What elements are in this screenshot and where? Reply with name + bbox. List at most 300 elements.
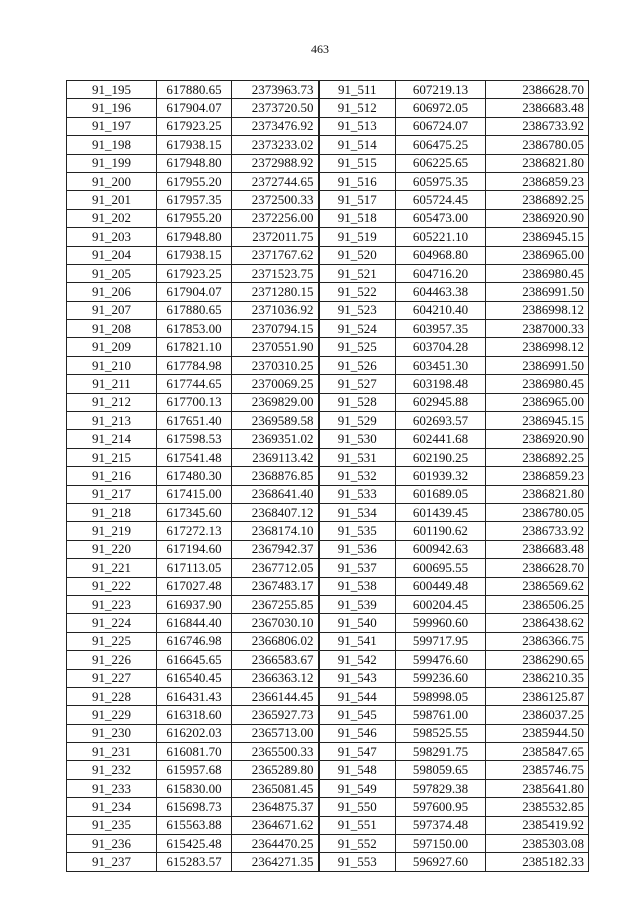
table-row [67, 172, 589, 190]
x-coordinate-cell: 601939.32 [396, 467, 486, 485]
table-row [67, 375, 589, 393]
y-coordinate-cell: 2369829.00 [232, 393, 319, 411]
point-id-cell: 91_552 [319, 835, 396, 853]
y-coordinate-cell: 2373476.92 [232, 117, 319, 135]
x-coordinate-cell: 617784.98 [157, 356, 232, 374]
point-id-cell: 91_524 [319, 320, 396, 338]
y-coordinate-cell: 2369113.42 [232, 448, 319, 466]
x-coordinate-cell: 616081.70 [157, 743, 232, 761]
point-id-cell: 91_540 [319, 614, 396, 632]
table-row [67, 595, 589, 613]
y-coordinate-cell: 2367942.37 [232, 540, 319, 558]
point-id-cell: 91_222 [67, 577, 157, 595]
table-row [67, 853, 589, 871]
y-coordinate-cell: 2386733.92 [486, 117, 589, 135]
y-coordinate-cell: 2386780.05 [486, 503, 589, 521]
page-number: 463 [311, 42, 329, 56]
y-coordinate-cell: 2386733.92 [486, 522, 589, 540]
point-id-cell: 91_195 [67, 81, 157, 99]
point-id-cell: 91_529 [319, 412, 396, 430]
y-coordinate-cell: 2364671.62 [232, 816, 319, 834]
table-row [67, 540, 589, 558]
point-id-cell: 91_201 [67, 191, 157, 209]
y-coordinate-cell: 2386683.48 [486, 99, 589, 117]
point-id-cell: 91_210 [67, 356, 157, 374]
point-id-cell: 91_522 [319, 283, 396, 301]
y-coordinate-cell: 2386892.25 [486, 191, 589, 209]
x-coordinate-cell: 599960.60 [396, 614, 486, 632]
y-coordinate-cell: 2385847.65 [486, 743, 589, 761]
y-coordinate-cell: 2366583.67 [232, 651, 319, 669]
point-id-cell: 91_530 [319, 430, 396, 448]
point-id-cell: 91_226 [67, 651, 157, 669]
y-coordinate-cell: 2365081.45 [232, 779, 319, 797]
point-id-cell: 91_215 [67, 448, 157, 466]
x-coordinate-cell: 617904.07 [157, 283, 232, 301]
x-coordinate-cell: 617880.65 [157, 81, 232, 99]
point-id-cell: 91_207 [67, 301, 157, 319]
point-id-cell: 91_236 [67, 835, 157, 853]
table-row [67, 761, 589, 779]
point-id-cell: 91_536 [319, 540, 396, 558]
y-coordinate-cell: 2368174.10 [232, 522, 319, 540]
table-row [67, 412, 589, 430]
table-row [67, 117, 589, 135]
x-coordinate-cell: 617345.60 [157, 503, 232, 521]
point-id-cell: 91_551 [319, 816, 396, 834]
x-coordinate-cell: 599236.60 [396, 669, 486, 687]
point-id-cell: 91_545 [319, 706, 396, 724]
point-id-cell: 91_534 [319, 503, 396, 521]
point-id-cell: 91_553 [319, 853, 396, 871]
x-coordinate-cell: 617948.80 [157, 228, 232, 246]
y-coordinate-cell: 2386991.50 [486, 283, 589, 301]
y-coordinate-cell: 2386438.62 [486, 614, 589, 632]
y-coordinate-cell: 2386366.75 [486, 632, 589, 650]
point-id-cell: 91_218 [67, 503, 157, 521]
y-coordinate-cell: 2371523.75 [232, 264, 319, 282]
y-coordinate-cell: 2371280.15 [232, 283, 319, 301]
x-coordinate-cell: 617700.13 [157, 393, 232, 411]
table-row [67, 724, 589, 742]
point-id-cell: 91_550 [319, 798, 396, 816]
point-id-cell: 91_549 [319, 779, 396, 797]
point-id-cell: 91_200 [67, 172, 157, 190]
x-coordinate-cell: 598761.00 [396, 706, 486, 724]
y-coordinate-cell: 2385944.50 [486, 724, 589, 742]
point-id-cell: 91_539 [319, 595, 396, 613]
point-id-cell: 91_546 [319, 724, 396, 742]
y-coordinate-cell: 2370551.90 [232, 338, 319, 356]
point-id-cell: 91_544 [319, 687, 396, 705]
table-row [67, 577, 589, 595]
y-coordinate-cell: 2372011.75 [232, 228, 319, 246]
y-coordinate-cell: 2387000.33 [486, 320, 589, 338]
y-coordinate-cell: 2372256.00 [232, 209, 319, 227]
x-coordinate-cell: 604210.40 [396, 301, 486, 319]
y-coordinate-cell: 2386998.12 [486, 338, 589, 356]
y-coordinate-cell: 2364470.25 [232, 835, 319, 853]
point-id-cell: 91_199 [67, 154, 157, 172]
x-coordinate-cell: 617113.05 [157, 559, 232, 577]
point-id-cell: 91_217 [67, 485, 157, 503]
point-id-cell: 91_528 [319, 393, 396, 411]
x-coordinate-cell: 598291.75 [396, 743, 486, 761]
y-coordinate-cell: 2386920.90 [486, 209, 589, 227]
x-coordinate-cell: 598998.05 [396, 687, 486, 705]
y-coordinate-cell: 2386821.80 [486, 485, 589, 503]
point-id-cell: 91_230 [67, 724, 157, 742]
table-row [67, 228, 589, 246]
y-coordinate-cell: 2386945.15 [486, 228, 589, 246]
y-coordinate-cell: 2373963.73 [232, 81, 319, 99]
x-coordinate-cell: 617744.65 [157, 375, 232, 393]
x-coordinate-cell: 617880.65 [157, 301, 232, 319]
x-coordinate-cell: 602945.88 [396, 393, 486, 411]
point-id-cell: 91_212 [67, 393, 157, 411]
point-id-cell: 91_204 [67, 246, 157, 264]
point-id-cell: 91_205 [67, 264, 157, 282]
x-coordinate-cell: 603704.28 [396, 338, 486, 356]
y-coordinate-cell: 2372500.33 [232, 191, 319, 209]
x-coordinate-cell: 616645.65 [157, 651, 232, 669]
x-coordinate-cell: 606724.07 [396, 117, 486, 135]
table-row [67, 687, 589, 705]
y-coordinate-cell: 2366363.12 [232, 669, 319, 687]
point-id-cell: 91_542 [319, 651, 396, 669]
x-coordinate-cell: 617027.48 [157, 577, 232, 595]
y-coordinate-cell: 2367483.17 [232, 577, 319, 595]
table-row [67, 559, 589, 577]
point-id-cell: 91_235 [67, 816, 157, 834]
coordinates-table [66, 80, 589, 872]
y-coordinate-cell: 2386991.50 [486, 356, 589, 374]
y-coordinate-cell: 2386920.90 [486, 430, 589, 448]
y-coordinate-cell: 2386965.00 [486, 246, 589, 264]
x-coordinate-cell: 606475.25 [396, 136, 486, 154]
x-coordinate-cell: 617541.48 [157, 448, 232, 466]
y-coordinate-cell: 2372988.92 [232, 154, 319, 172]
point-id-cell: 91_196 [67, 99, 157, 117]
point-id-cell: 91_197 [67, 117, 157, 135]
coordinates-table-body [67, 81, 589, 872]
y-coordinate-cell: 2364271.35 [232, 853, 319, 871]
y-coordinate-cell: 2385182.33 [486, 853, 589, 871]
table-row [67, 669, 589, 687]
y-coordinate-cell: 2366144.45 [232, 687, 319, 705]
point-id-cell: 91_221 [67, 559, 157, 577]
point-id-cell: 91_535 [319, 522, 396, 540]
point-id-cell: 91_512 [319, 99, 396, 117]
table-row [67, 338, 589, 356]
table-row [67, 356, 589, 374]
point-id-cell: 91_203 [67, 228, 157, 246]
x-coordinate-cell: 604968.80 [396, 246, 486, 264]
x-coordinate-cell: 617955.20 [157, 172, 232, 190]
point-id-cell: 91_532 [319, 467, 396, 485]
x-coordinate-cell: 616937.90 [157, 595, 232, 613]
x-coordinate-cell: 603451.30 [396, 356, 486, 374]
point-id-cell: 91_518 [319, 209, 396, 227]
table-row [67, 191, 589, 209]
x-coordinate-cell: 615830.00 [157, 779, 232, 797]
x-coordinate-cell: 602190.25 [396, 448, 486, 466]
x-coordinate-cell: 603957.35 [396, 320, 486, 338]
table-row [67, 154, 589, 172]
table-row [67, 283, 589, 301]
point-id-cell: 91_531 [319, 448, 396, 466]
point-id-cell: 91_237 [67, 853, 157, 871]
y-coordinate-cell: 2370069.25 [232, 375, 319, 393]
table-row [67, 136, 589, 154]
x-coordinate-cell: 600942.63 [396, 540, 486, 558]
x-coordinate-cell: 615563.88 [157, 816, 232, 834]
x-coordinate-cell: 617923.25 [157, 117, 232, 135]
table-row [67, 816, 589, 834]
point-id-cell: 91_209 [67, 338, 157, 356]
y-coordinate-cell: 2368407.12 [232, 503, 319, 521]
x-coordinate-cell: 617853.00 [157, 320, 232, 338]
point-id-cell: 91_515 [319, 154, 396, 172]
y-coordinate-cell: 2385532.85 [486, 798, 589, 816]
x-coordinate-cell: 597829.38 [396, 779, 486, 797]
y-coordinate-cell: 2371767.62 [232, 246, 319, 264]
y-coordinate-cell: 2386569.62 [486, 577, 589, 595]
x-coordinate-cell: 605975.35 [396, 172, 486, 190]
x-coordinate-cell: 597374.48 [396, 816, 486, 834]
x-coordinate-cell: 615283.57 [157, 853, 232, 871]
y-coordinate-cell: 2386821.80 [486, 154, 589, 172]
x-coordinate-cell: 600695.55 [396, 559, 486, 577]
x-coordinate-cell: 602441.68 [396, 430, 486, 448]
x-coordinate-cell: 617272.13 [157, 522, 232, 540]
x-coordinate-cell: 617904.07 [157, 99, 232, 117]
point-id-cell: 91_513 [319, 117, 396, 135]
y-coordinate-cell: 2386125.87 [486, 687, 589, 705]
y-coordinate-cell: 2386859.23 [486, 467, 589, 485]
y-coordinate-cell: 2365927.73 [232, 706, 319, 724]
x-coordinate-cell: 599717.95 [396, 632, 486, 650]
y-coordinate-cell: 2386980.45 [486, 264, 589, 282]
x-coordinate-cell: 617598.53 [157, 430, 232, 448]
y-coordinate-cell: 2386980.45 [486, 375, 589, 393]
x-coordinate-cell: 617938.15 [157, 136, 232, 154]
y-coordinate-cell: 2386998.12 [486, 301, 589, 319]
point-id-cell: 91_214 [67, 430, 157, 448]
point-id-cell: 91_229 [67, 706, 157, 724]
point-id-cell: 91_533 [319, 485, 396, 503]
y-coordinate-cell: 2365500.33 [232, 743, 319, 761]
point-id-cell: 91_211 [67, 375, 157, 393]
y-coordinate-cell: 2367712.05 [232, 559, 319, 577]
x-coordinate-cell: 616318.60 [157, 706, 232, 724]
x-coordinate-cell: 606972.05 [396, 99, 486, 117]
point-id-cell: 91_543 [319, 669, 396, 687]
y-coordinate-cell: 2372744.65 [232, 172, 319, 190]
table-row [67, 246, 589, 264]
x-coordinate-cell: 615698.73 [157, 798, 232, 816]
point-id-cell: 91_516 [319, 172, 396, 190]
y-coordinate-cell: 2367030.10 [232, 614, 319, 632]
x-coordinate-cell: 600204.45 [396, 595, 486, 613]
y-coordinate-cell: 2365289.80 [232, 761, 319, 779]
y-coordinate-cell: 2385419.92 [486, 816, 589, 834]
x-coordinate-cell: 605724.45 [396, 191, 486, 209]
point-id-cell: 91_216 [67, 467, 157, 485]
x-coordinate-cell: 616202.03 [157, 724, 232, 742]
table-row [67, 430, 589, 448]
x-coordinate-cell: 617938.15 [157, 246, 232, 264]
x-coordinate-cell: 617415.00 [157, 485, 232, 503]
x-coordinate-cell: 617948.80 [157, 154, 232, 172]
point-id-cell: 91_541 [319, 632, 396, 650]
x-coordinate-cell: 598525.55 [396, 724, 486, 742]
point-id-cell: 91_514 [319, 136, 396, 154]
table-row [67, 301, 589, 319]
table-row [67, 467, 589, 485]
point-id-cell: 91_206 [67, 283, 157, 301]
y-coordinate-cell: 2369589.58 [232, 412, 319, 430]
x-coordinate-cell: 602693.57 [396, 412, 486, 430]
table-row [67, 614, 589, 632]
point-id-cell: 91_232 [67, 761, 157, 779]
point-id-cell: 91_538 [319, 577, 396, 595]
x-coordinate-cell: 617821.10 [157, 338, 232, 356]
y-coordinate-cell: 2386628.70 [486, 81, 589, 99]
y-coordinate-cell: 2386210.35 [486, 669, 589, 687]
table-row [67, 651, 589, 669]
y-coordinate-cell: 2370310.25 [232, 356, 319, 374]
x-coordinate-cell: 601190.62 [396, 522, 486, 540]
y-coordinate-cell: 2386506.25 [486, 595, 589, 613]
point-id-cell: 91_225 [67, 632, 157, 650]
point-id-cell: 91_519 [319, 228, 396, 246]
table-row [67, 503, 589, 521]
point-id-cell: 91_220 [67, 540, 157, 558]
y-coordinate-cell: 2386628.70 [486, 559, 589, 577]
point-id-cell: 91_224 [67, 614, 157, 632]
x-coordinate-cell: 597600.95 [396, 798, 486, 816]
point-id-cell: 91_223 [67, 595, 157, 613]
x-coordinate-cell: 617955.20 [157, 209, 232, 227]
x-coordinate-cell: 603198.48 [396, 375, 486, 393]
point-id-cell: 91_517 [319, 191, 396, 209]
x-coordinate-cell: 617480.30 [157, 467, 232, 485]
table-row [67, 706, 589, 724]
x-coordinate-cell: 598059.65 [396, 761, 486, 779]
y-coordinate-cell: 2370794.15 [232, 320, 319, 338]
y-coordinate-cell: 2385303.08 [486, 835, 589, 853]
point-id-cell: 91_523 [319, 301, 396, 319]
y-coordinate-cell: 2386859.23 [486, 172, 589, 190]
x-coordinate-cell: 617923.25 [157, 264, 232, 282]
table-row [67, 320, 589, 338]
x-coordinate-cell: 604463.38 [396, 283, 486, 301]
y-coordinate-cell: 2386892.25 [486, 448, 589, 466]
x-coordinate-cell: 605221.10 [396, 228, 486, 246]
table-row [67, 99, 589, 117]
y-coordinate-cell: 2364875.37 [232, 798, 319, 816]
y-coordinate-cell: 2386945.15 [486, 412, 589, 430]
point-id-cell: 91_511 [319, 81, 396, 99]
point-id-cell: 91_521 [319, 264, 396, 282]
x-coordinate-cell: 597150.00 [396, 835, 486, 853]
table-row [67, 522, 589, 540]
y-coordinate-cell: 2386290.65 [486, 651, 589, 669]
table-row [67, 264, 589, 282]
x-coordinate-cell: 615957.68 [157, 761, 232, 779]
table-row [67, 743, 589, 761]
y-coordinate-cell: 2386780.05 [486, 136, 589, 154]
table-row [67, 209, 589, 227]
point-id-cell: 91_213 [67, 412, 157, 430]
x-coordinate-cell: 617651.40 [157, 412, 232, 430]
y-coordinate-cell: 2373233.02 [232, 136, 319, 154]
y-coordinate-cell: 2366806.02 [232, 632, 319, 650]
y-coordinate-cell: 2371036.92 [232, 301, 319, 319]
point-id-cell: 91_219 [67, 522, 157, 540]
x-coordinate-cell: 617194.60 [157, 540, 232, 558]
point-id-cell: 91_520 [319, 246, 396, 264]
y-coordinate-cell: 2386037.25 [486, 706, 589, 724]
x-coordinate-cell: 616844.40 [157, 614, 232, 632]
point-id-cell: 91_202 [67, 209, 157, 227]
x-coordinate-cell: 605473.00 [396, 209, 486, 227]
y-coordinate-cell: 2368641.40 [232, 485, 319, 503]
x-coordinate-cell: 616431.43 [157, 687, 232, 705]
table-row [67, 81, 589, 99]
x-coordinate-cell: 599476.60 [396, 651, 486, 669]
table-row [67, 448, 589, 466]
y-coordinate-cell: 2365713.00 [232, 724, 319, 742]
point-id-cell: 91_527 [319, 375, 396, 393]
x-coordinate-cell: 601439.45 [396, 503, 486, 521]
table-row [67, 779, 589, 797]
point-id-cell: 91_228 [67, 687, 157, 705]
y-coordinate-cell: 2386965.00 [486, 393, 589, 411]
x-coordinate-cell: 604716.20 [396, 264, 486, 282]
point-id-cell: 91_526 [319, 356, 396, 374]
x-coordinate-cell: 600449.48 [396, 577, 486, 595]
table-row [67, 485, 589, 503]
point-id-cell: 91_234 [67, 798, 157, 816]
table-row [67, 393, 589, 411]
x-coordinate-cell: 616746.98 [157, 632, 232, 650]
x-coordinate-cell: 617957.35 [157, 191, 232, 209]
y-coordinate-cell: 2369351.02 [232, 430, 319, 448]
y-coordinate-cell: 2385746.75 [486, 761, 589, 779]
y-coordinate-cell: 2386683.48 [486, 540, 589, 558]
x-coordinate-cell: 615425.48 [157, 835, 232, 853]
point-id-cell: 91_227 [67, 669, 157, 687]
point-id-cell: 91_231 [67, 743, 157, 761]
table-row [67, 632, 589, 650]
y-coordinate-cell: 2368876.85 [232, 467, 319, 485]
point-id-cell: 91_208 [67, 320, 157, 338]
point-id-cell: 91_198 [67, 136, 157, 154]
point-id-cell: 91_537 [319, 559, 396, 577]
x-coordinate-cell: 596927.60 [396, 853, 486, 871]
table-row [67, 835, 589, 853]
y-coordinate-cell: 2385641.80 [486, 779, 589, 797]
y-coordinate-cell: 2367255.85 [232, 595, 319, 613]
point-id-cell: 91_547 [319, 743, 396, 761]
point-id-cell: 91_233 [67, 779, 157, 797]
y-coordinate-cell: 2373720.50 [232, 99, 319, 117]
x-coordinate-cell: 601689.05 [396, 485, 486, 503]
table-row [67, 798, 589, 816]
x-coordinate-cell: 606225.65 [396, 154, 486, 172]
